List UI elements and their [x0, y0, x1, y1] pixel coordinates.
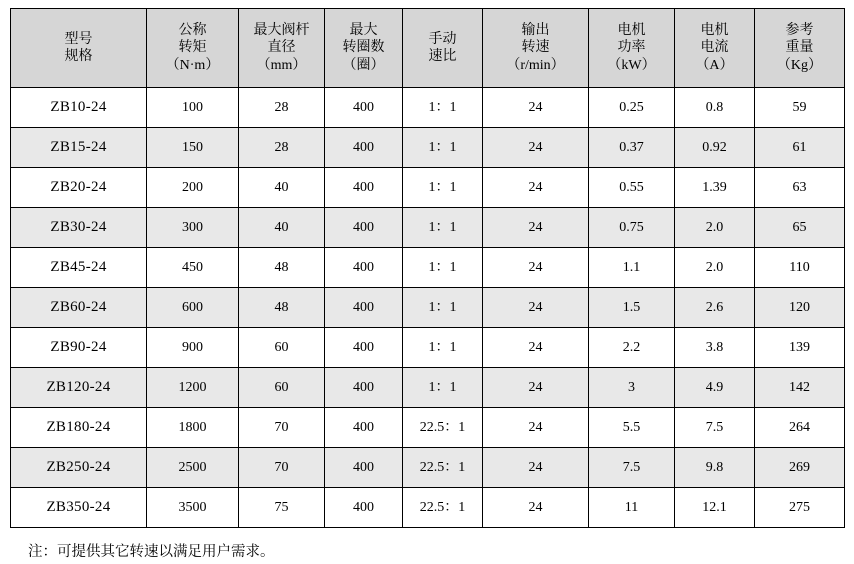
- cell-turns: 400: [325, 168, 403, 208]
- cell-model: ZB45-24: [11, 248, 147, 288]
- cell-output-speed: 24: [483, 408, 589, 448]
- cell-stem-diameter: 70: [239, 408, 325, 448]
- cell-torque: 100: [147, 88, 239, 128]
- cell-turns: 400: [325, 288, 403, 328]
- table-row: [11, 88, 845, 128]
- cell-output-speed: 24: [483, 368, 589, 408]
- header-line: 速比: [428, 49, 457, 64]
- cell-model: ZB30-24: [11, 208, 147, 248]
- column-header-output-speed: [483, 9, 589, 88]
- cell-turns: 400: [325, 448, 403, 488]
- header-line: 参考: [785, 22, 814, 38]
- header-line: 电流: [700, 40, 729, 56]
- column-header-manual-ratio: [403, 9, 483, 88]
- column-header-torque: [147, 9, 239, 88]
- cell-weight: 139: [755, 328, 845, 368]
- cell-output-speed: 24: [483, 208, 589, 248]
- cell-model: ZB350-24: [11, 488, 147, 528]
- cell-stem-diameter: 28: [239, 88, 325, 128]
- header-line: （A）: [695, 57, 734, 73]
- cell-torque: 3500: [147, 488, 239, 528]
- cell-model: ZB250-24: [11, 448, 147, 488]
- header-line: 直径: [267, 40, 296, 56]
- header-line: 公称: [178, 22, 207, 38]
- cell-torque: 1200: [147, 368, 239, 408]
- table-row: [11, 168, 845, 208]
- header-line: 重量: [785, 40, 814, 56]
- cell-turns: 400: [325, 128, 403, 168]
- table-row: [11, 408, 845, 448]
- cell-torque: 300: [147, 208, 239, 248]
- cell-motor-current: 2.0: [675, 248, 755, 288]
- header-line: 电机: [617, 22, 646, 38]
- cell-turns: 400: [325, 248, 403, 288]
- cell-manual-ratio: 1：1: [403, 328, 483, 368]
- cell-turns: 400: [325, 88, 403, 128]
- cell-manual-ratio: 22.5：1: [403, 448, 483, 488]
- header-line: 规格: [64, 49, 93, 64]
- cell-motor-power: 2.2: [589, 328, 675, 368]
- cell-manual-ratio: 1：1: [403, 288, 483, 328]
- header-line: 最大阀杆: [253, 22, 310, 38]
- table-body: [11, 88, 845, 528]
- cell-motor-current: 7.5: [675, 408, 755, 448]
- cell-motor-power: 5.5: [589, 408, 675, 448]
- cell-model: ZB180-24: [11, 408, 147, 448]
- cell-motor-current: 12.1: [675, 488, 755, 528]
- cell-motor-current: 2.0: [675, 208, 755, 248]
- cell-weight: 59: [755, 88, 845, 128]
- cell-stem-diameter: 60: [239, 368, 325, 408]
- cell-torque: 2500: [147, 448, 239, 488]
- cell-motor-current: 0.92: [675, 128, 755, 168]
- cell-motor-power: 7.5: [589, 448, 675, 488]
- cell-manual-ratio: 1：1: [403, 128, 483, 168]
- cell-torque: 150: [147, 128, 239, 168]
- header-line: （圈）: [342, 57, 385, 73]
- header-line: 型号: [64, 31, 93, 47]
- header-line: 功率: [617, 40, 646, 56]
- specification-table: [10, 8, 845, 528]
- cell-output-speed: 24: [483, 448, 589, 488]
- cell-output-speed: 24: [483, 168, 589, 208]
- table-row: [11, 248, 845, 288]
- column-header-weight: [755, 9, 845, 88]
- table-row: [11, 208, 845, 248]
- table-header: [11, 9, 845, 88]
- cell-turns: 400: [325, 488, 403, 528]
- cell-torque: 450: [147, 248, 239, 288]
- header-line: 手动: [428, 31, 457, 47]
- cell-stem-diameter: 70: [239, 448, 325, 488]
- cell-motor-power: 0.75: [589, 208, 675, 248]
- cell-output-speed: 24: [483, 328, 589, 368]
- cell-motor-current: 0.8: [675, 88, 755, 128]
- cell-turns: 400: [325, 208, 403, 248]
- cell-motor-power: 3: [589, 368, 675, 408]
- column-header-motor-current: [675, 9, 755, 88]
- cell-model: ZB120-24: [11, 368, 147, 408]
- cell-manual-ratio: 1：1: [403, 88, 483, 128]
- cell-manual-ratio: 22.5：1: [403, 408, 483, 448]
- cell-motor-power: 0.37: [589, 128, 675, 168]
- cell-motor-power: 0.25: [589, 88, 675, 128]
- header-line: 电机: [700, 22, 729, 38]
- table-row: [11, 288, 845, 328]
- header-line: 最大: [349, 22, 378, 38]
- cell-manual-ratio: 1：1: [403, 168, 483, 208]
- cell-weight: 63: [755, 168, 845, 208]
- header-line: （mm）: [256, 57, 307, 73]
- header-line: （N·m）: [165, 57, 220, 73]
- table-footnote: 注：可提供其它转速以满足用户需求。: [28, 544, 275, 560]
- cell-manual-ratio: 1：1: [403, 248, 483, 288]
- cell-output-speed: 24: [483, 128, 589, 168]
- table-row: [11, 128, 845, 168]
- cell-motor-power: 1.5: [589, 288, 675, 328]
- table-row: [11, 448, 845, 488]
- cell-weight: 142: [755, 368, 845, 408]
- cell-turns: 400: [325, 408, 403, 448]
- header-line: 输出: [521, 22, 550, 38]
- cell-stem-diameter: 48: [239, 288, 325, 328]
- header-line: 转速: [521, 40, 550, 56]
- cell-model: ZB10-24: [11, 88, 147, 128]
- cell-weight: 264: [755, 408, 845, 448]
- cell-output-speed: 24: [483, 288, 589, 328]
- column-header-turns: [325, 9, 403, 88]
- cell-torque: 900: [147, 328, 239, 368]
- cell-weight: 110: [755, 248, 845, 288]
- cell-output-speed: 24: [483, 488, 589, 528]
- cell-torque: 600: [147, 288, 239, 328]
- table-row: [11, 328, 845, 368]
- header-line: （r/min）: [506, 57, 565, 73]
- cell-output-speed: 24: [483, 248, 589, 288]
- header-line: 转圈数: [342, 40, 385, 56]
- cell-motor-power: 0.55: [589, 168, 675, 208]
- cell-model: ZB60-24: [11, 288, 147, 328]
- column-header-model: [11, 9, 147, 88]
- cell-weight: 65: [755, 208, 845, 248]
- cell-turns: 400: [325, 328, 403, 368]
- cell-manual-ratio: 1：1: [403, 208, 483, 248]
- header-line: 转矩: [178, 40, 207, 56]
- cell-torque: 200: [147, 168, 239, 208]
- column-header-stem-diameter: [239, 9, 325, 88]
- header-line: （kW）: [607, 57, 656, 73]
- cell-motor-power: 1.1: [589, 248, 675, 288]
- cell-manual-ratio: 1：1: [403, 368, 483, 408]
- cell-motor-current: 4.9: [675, 368, 755, 408]
- cell-manual-ratio: 22.5：1: [403, 488, 483, 528]
- cell-model: ZB15-24: [11, 128, 147, 168]
- cell-weight: 275: [755, 488, 845, 528]
- cell-stem-diameter: 75: [239, 488, 325, 528]
- cell-motor-current: 9.8: [675, 448, 755, 488]
- cell-weight: 120: [755, 288, 845, 328]
- cell-motor-power: 11: [589, 488, 675, 528]
- cell-torque: 1800: [147, 408, 239, 448]
- cell-turns: 400: [325, 368, 403, 408]
- cell-weight: 269: [755, 448, 845, 488]
- cell-model: ZB90-24: [11, 328, 147, 368]
- cell-stem-diameter: 60: [239, 328, 325, 368]
- cell-model: ZB20-24: [11, 168, 147, 208]
- cell-stem-diameter: 40: [239, 208, 325, 248]
- cell-motor-current: 2.6: [675, 288, 755, 328]
- column-header-motor-power: [589, 9, 675, 88]
- cell-motor-current: 1.39: [675, 168, 755, 208]
- cell-stem-diameter: 40: [239, 168, 325, 208]
- cell-motor-current: 3.8: [675, 328, 755, 368]
- header-line: （Kg）: [776, 57, 823, 73]
- cell-weight: 61: [755, 128, 845, 168]
- cell-output-speed: 24: [483, 88, 589, 128]
- table-row: [11, 488, 845, 528]
- table-header-row: [11, 9, 845, 88]
- table-row: [11, 368, 845, 408]
- cell-stem-diameter: 28: [239, 128, 325, 168]
- cell-stem-diameter: 48: [239, 248, 325, 288]
